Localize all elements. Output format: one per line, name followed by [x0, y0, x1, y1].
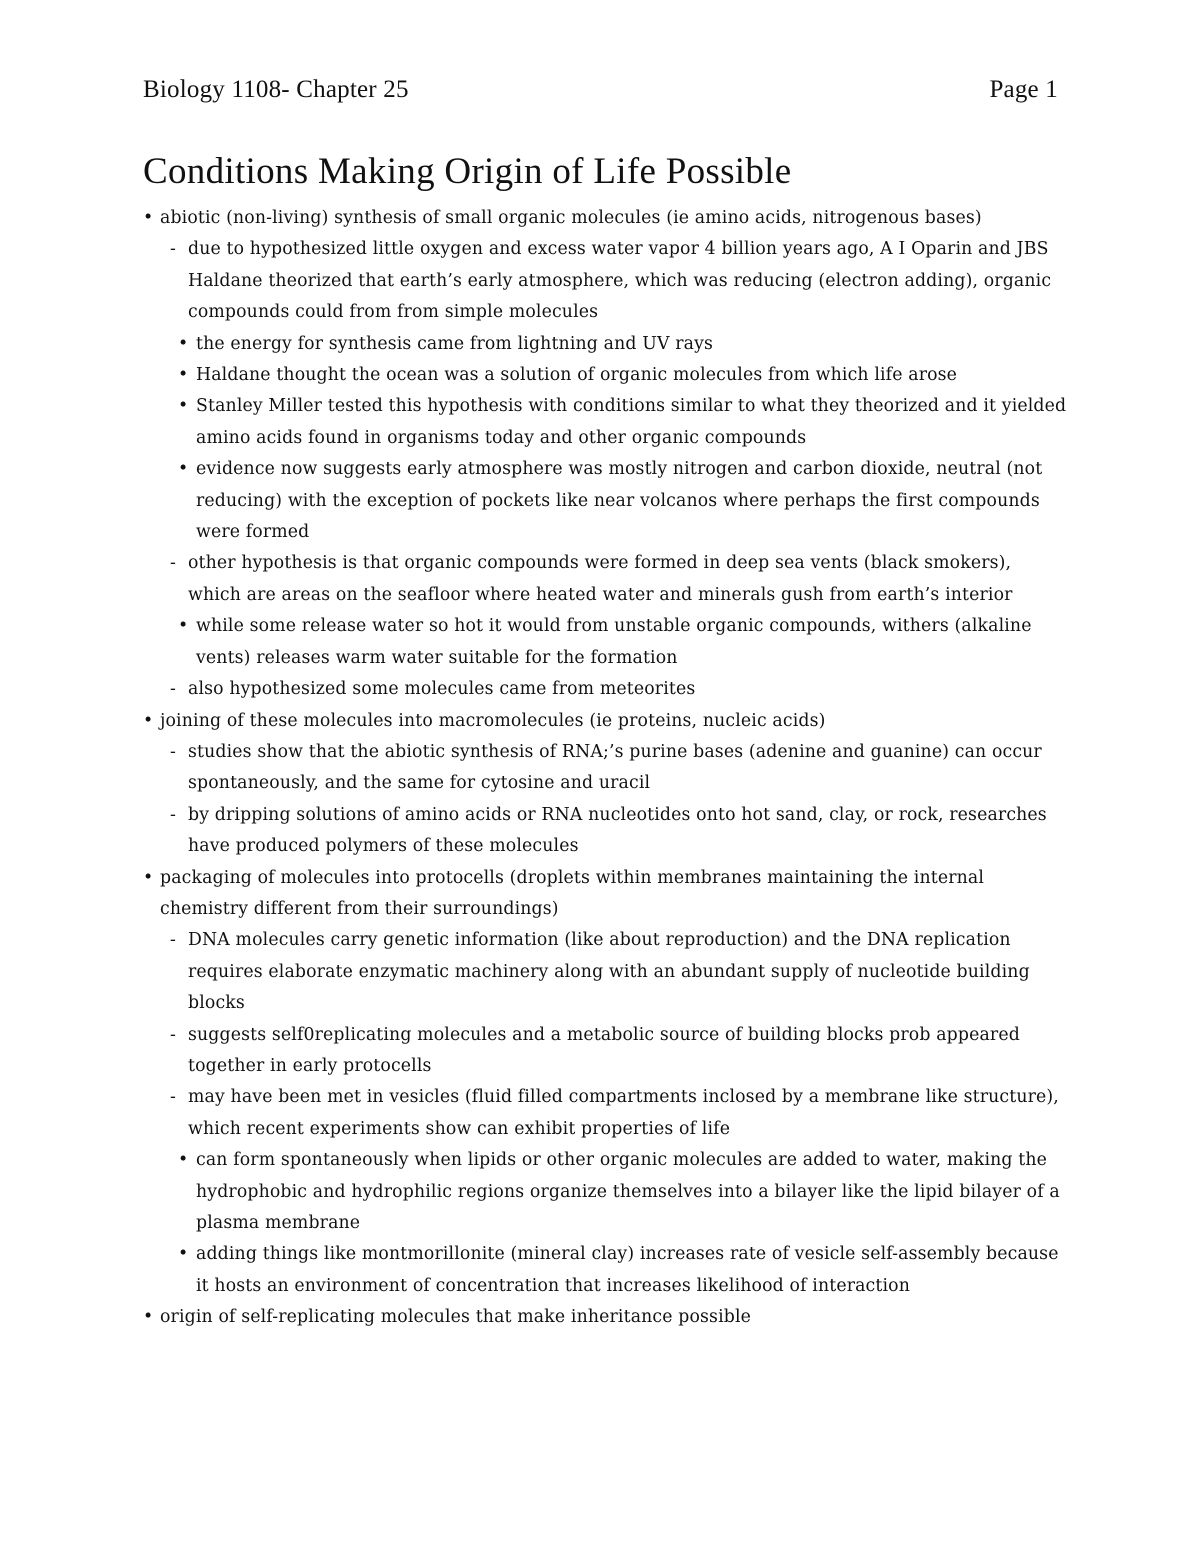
dash-text: by dripping solutions of amino acids or RNA nucleotides onto hot sand, clay, or rock, researches have produced polymers of these molecules [188, 804, 1047, 857]
dash-item [143, 1082, 1068, 1145]
dash-item [143, 548, 1068, 611]
dash-marker: - [170, 930, 176, 951]
sub-bullet-text: Stanley Miller tested this hypothesis with conditions similar to what they theorized and it yielded amino acids found in organisms today and other organic compounds [196, 396, 1067, 448]
course-chapter-label: Biology 1108- Chapter 25 [143, 76, 409, 103]
dash-text: also hypothesized some molecules came from meteorites [188, 679, 696, 700]
sub-bullet-text: the energy for synthesis came from lightning and UV rays [196, 333, 714, 354]
dash-text: suggests self0replicating molecules and a metabolic source of building blocks prob appeared together in early protocells [188, 1024, 1020, 1076]
bullet-text: joining of these molecules into macromolecules (ie proteins, nucleic acids) [160, 710, 826, 731]
bullet-marker: • [178, 616, 189, 637]
sub-bullet-text: Haldane thought the ocean was a solution of organic molecules from which life arose [196, 365, 958, 386]
bullet-text: origin of self-replicating molecules that make inheritance possible [160, 1307, 752, 1328]
dash-item [143, 925, 1068, 1019]
dash-marker: - [170, 679, 176, 700]
bullet-marker: • [143, 710, 154, 731]
dash-marker: - [170, 553, 176, 574]
sub-bullet-text: while some release water so hot it would from unstable organic compounds, withers (alkaline vents) releases warm water suitable for the formation [196, 616, 1032, 668]
bullet-item [143, 863, 1068, 926]
bullet-marker: • [178, 333, 189, 354]
page-title: Conditions Making Origin of Life Possible [143, 151, 792, 192]
sub-bullet-text: can form spontaneously when lipids or other organic molecules are added to water, making the hydrophobic and hydrophilic regions organize themselves into a bilayer like the lipid bilayer of a plasma membrane [196, 1150, 1060, 1233]
bullet-text: packaging of molecules into protocells (droplets within membranes maintaining the internal chemistry different from their surroundings) [160, 867, 985, 919]
dash-item [143, 737, 1068, 800]
bullet-text: abiotic (non-living) synthesis of small organic molecules (ie amino acids, nitrogenous bases) [160, 208, 982, 228]
sub-bullet-item [143, 391, 1068, 454]
page-header [143, 76, 1058, 104]
sub-bullet-item [143, 611, 1068, 674]
bullet-item [143, 706, 1068, 737]
dash-marker: - [170, 741, 176, 762]
sub-bullet-item [143, 1239, 1068, 1302]
dash-text: DNA molecules carry genetic information (like about reproduction) and the DNA replication requires elaborate enzymatic machinery along with an abundant supply of nucleotide building blocks [188, 930, 1030, 1014]
dash-text: due to hypothesized little oxygen and excess water vapor 4 billion years ago, A I Oparin and JBS Haldane theorized that earth’s early atmosphere, which was reducing (electron adding), organic compounds could from from simple molecules [188, 239, 1052, 323]
bullet-item [143, 203, 1068, 234]
sub-bullet-item [143, 360, 1068, 391]
dash-item [143, 674, 1068, 705]
bullet-item [143, 1302, 1068, 1333]
dash-text: other hypothesis is that organic compounds were formed in deep sea vents (black smokers), which are areas on the seafloor where heated water and minerals gush from earth’s interior [188, 553, 1013, 605]
bullet-marker: • [178, 396, 189, 417]
dash-marker: - [170, 1087, 176, 1108]
bullet-marker: • [143, 867, 154, 888]
dash-marker: - [170, 239, 176, 260]
dash-text: may have been met in vesicles (fluid filled compartments inclosed by a membrane like structure), which recent experiments show can exhibit properties of life [188, 1087, 1059, 1139]
notes-outline [143, 203, 1068, 1334]
sub-bullet-text: adding things like montmorillonite (mineral clay) increases rate of vesicle self-assembly because it hosts an environment of concentration that increases likelihood of interaction [196, 1244, 1059, 1296]
dash-marker: - [170, 1024, 176, 1045]
dash-item [143, 1020, 1068, 1083]
dash-item [143, 800, 1068, 863]
page-number: Page 1 [989, 76, 1058, 103]
sub-bullet-text: evidence now suggests early atmosphere was mostly nitrogen and carbon dioxide, neutral (not reducing) with the exception of pockets like near volcanos where perhaps the first compounds were formed [196, 459, 1043, 543]
bullet-marker: • [178, 1244, 189, 1265]
sub-bullet-item [143, 1145, 1068, 1239]
dash-marker: - [170, 804, 176, 825]
bullet-marker: • [143, 208, 154, 228]
sub-bullet-item [143, 454, 1068, 548]
dash-item [143, 234, 1068, 328]
bullet-marker: • [178, 1150, 189, 1171]
sub-bullet-item [143, 329, 1068, 360]
bullet-marker: • [143, 1307, 154, 1328]
dash-text: studies show that the abiotic synthesis of RNA;’s purine bases (adenine and guanine) can occur spontaneously, and the same for cytosine and uracil [188, 741, 1042, 794]
bullet-marker: • [178, 365, 189, 386]
bullet-marker: • [178, 459, 189, 480]
